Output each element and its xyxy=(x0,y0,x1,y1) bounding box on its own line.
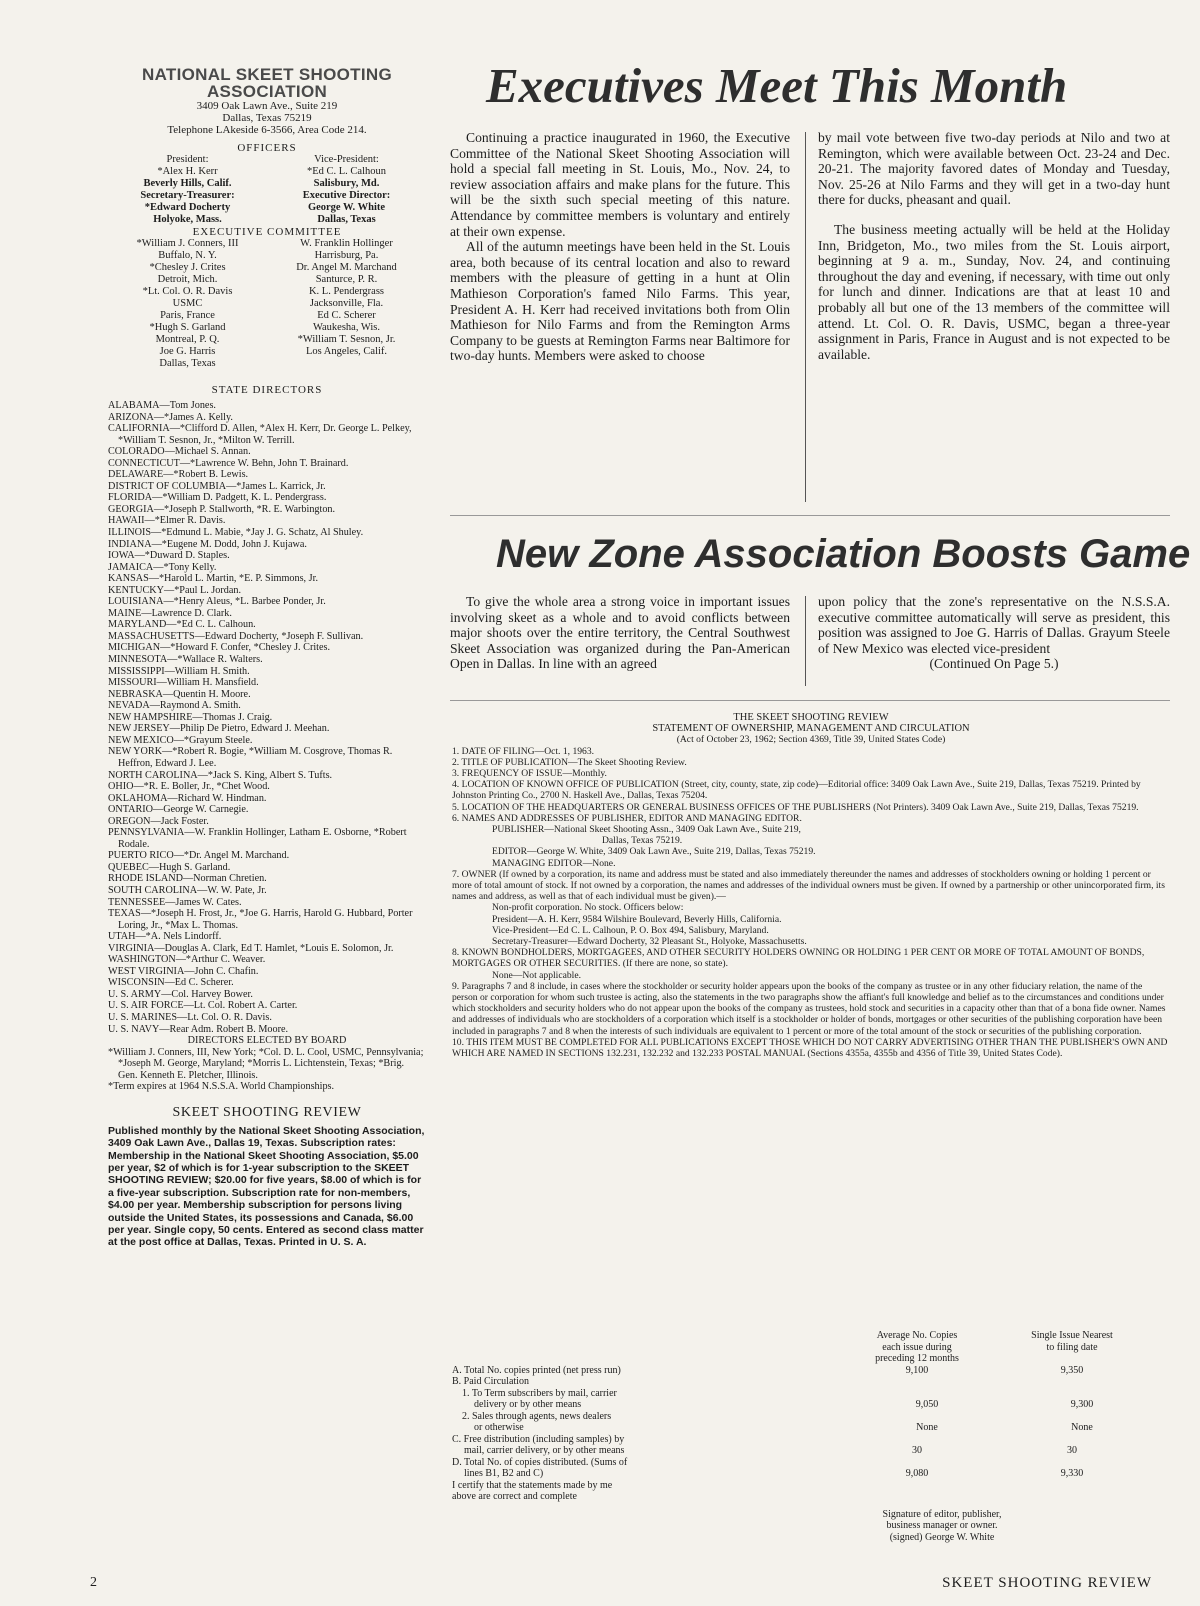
col2-header-2: to filing date xyxy=(1046,1341,1098,1353)
signature-block xyxy=(852,1509,1032,1544)
officers-heading: OFFICERS xyxy=(237,142,297,154)
list-item: WISCONSIN—Ed C. Scherer. xyxy=(108,977,234,989)
column-rule-2 xyxy=(805,596,806,686)
row-label: C. Free distribution (including samples) by xyxy=(452,1433,625,1445)
list-cell: *Ed C. L. Calhoun xyxy=(306,166,387,177)
article2-col2 xyxy=(818,594,1170,672)
section-rule-2 xyxy=(450,700,1170,701)
list-item: DISTRICT OF COLUMBIA—*James L. Karrick, Jr. xyxy=(108,480,326,492)
list-item: ALABAMA—Tom Jones. xyxy=(108,400,216,411)
continued-note: (Continued On Page 5.) xyxy=(929,656,1059,672)
article2-para2: upon policy that the zone's representative on the N.S.S.A. executive committee automatically will serve as president, this position was assigned to Joe G. Harris of Dallas. Grayum Steele of New Mexico was elected vice-president xyxy=(818,594,1170,656)
statement-none: None—Not applicable. xyxy=(492,969,581,981)
statement-heading-3: (Act of October 23, 1962; Section 4369, Title 39, United States Code) xyxy=(676,734,946,746)
list-item: ONTARIO—George W. Carnegie. xyxy=(108,804,249,816)
list-cell: Secretary-Treasurer: xyxy=(140,190,235,201)
page-number: 2 xyxy=(90,1575,97,1590)
section-rule xyxy=(450,515,1170,516)
row-label-cont: mail, carrier delivery, or by other means xyxy=(464,1445,625,1456)
row-value: 9,080 xyxy=(905,1468,929,1479)
table-row xyxy=(452,1376,1170,1388)
list-cell: Detroit, Mich. xyxy=(157,274,218,285)
table-row xyxy=(452,1365,1170,1377)
list-cell: *Hugh S. Garland xyxy=(149,322,226,333)
statement-heading-2: STATEMENT OF OWNERSHIP, MANAGEMENT AND CIRCULATION xyxy=(652,723,970,735)
statement-item-1: 1. DATE OF FILING—Oct. 1, 1963. xyxy=(452,745,595,757)
list-cell: George W. White xyxy=(307,202,386,213)
list-item: RHODE ISLAND—Norman Chretien. xyxy=(108,873,267,885)
row-label-cont: or otherwise xyxy=(474,1422,524,1433)
list-cell: USMC xyxy=(172,298,203,309)
row-value: 9,350 xyxy=(1060,1364,1084,1376)
list-item xyxy=(108,262,426,274)
list-item xyxy=(108,274,426,286)
row-value: None xyxy=(1071,1422,1093,1433)
list-item: QUEBEC—Hugh S. Garland. xyxy=(108,861,231,873)
statement-president: President—A. H. Kerr, 9584 Wilshire Boulevard, Beverly Hills, California. xyxy=(492,913,782,925)
list-cell: K. L. Pendergrass xyxy=(308,286,385,297)
list-item: COLORADO—Michael S. Annan. xyxy=(108,446,251,458)
column-rule xyxy=(805,132,806,502)
row-value: 9,330 xyxy=(1060,1468,1084,1479)
statement-item-8: 8. KNOWN BONDHOLDERS, MORTGAGEES, AND OTHER SECURITY HOLDERS OWNING OR HOLDING 1 PER CENT OR MORE OF TOTAL AMOUNT OF BONDS, MORTGAGES OR OTHER SECURITIES. (If there are none, so state). xyxy=(452,947,1145,970)
row-label: 2. Sales through agents, news dealers xyxy=(462,1410,612,1422)
list-item xyxy=(108,358,426,370)
list-cell: Executive Director: xyxy=(302,190,391,201)
list-item xyxy=(108,298,426,310)
list-item xyxy=(108,346,426,358)
list-item: OHIO—*R. E. Boller, Jr., *Chet Wood. xyxy=(108,781,270,793)
statement-editor: EDITOR—George W. White, 3409 Oak Lawn Ave., Suite 219, Dallas, Texas 75219. xyxy=(492,846,816,858)
article1-para4: The business meeting actually will be held at the Holiday Inn, Bridgeton, Mo., two miles from the St. Louis airport, beginning at 9 a. m., Sunday, Nov. 24, and continuing throughout the day and evening, if necessary, with time out only for lunch and dinner. Indications are that at least 10 and probably all but one of the 13 members of the committee will attend. Lt. Col. O. R. Davis, USMC, began a three-year assignment in Paris, France in August and is not expected to be available. xyxy=(818,221,1170,362)
list-cell: Dr. Angel M. Marchand xyxy=(296,262,397,273)
list-cell: Jacksonville, Fla. xyxy=(309,298,384,309)
list-item: PENNSYLVANIA—W. Franklin Hollinger, Latham E. Osborne, *Robert Rodale. xyxy=(108,827,407,850)
list-cell: Los Angeles, Calif. xyxy=(305,346,388,357)
statement-item-7: 7. OWNER (If owned by a corporation, its name and address must be stated and also immediately thereunder the names and addresses of stockholders owning or holding 1 percent or more of total amount of stock. If not owned by a corporation, the names and addresses of the individual owners must be given. If owned by a partnership or other unincorporated firm, its names and address, as well as that of each individual must be given).— xyxy=(452,868,1165,903)
signature-line-3: (signed) George W. White xyxy=(889,1531,995,1543)
list-item: NEVADA—Raymond A. Smith. xyxy=(108,700,241,712)
list-cell: Dallas, Texas xyxy=(159,358,216,369)
list-item: IOWA—*Duward D. Staples. xyxy=(108,550,230,562)
list-item: U. S. ARMY—Col. Harvey Bower. xyxy=(108,988,253,1000)
list-item: NORTH CAROLINA—*Jack S. King, Albert S. Tufts. xyxy=(108,769,333,781)
row-label-cont: lines B1, B2 and C) xyxy=(464,1468,544,1479)
board-directors: *William J. Conners, III, New York; *Col. D. L. Cool, USMC, Pennsylvania; *Joseph M. George, Maryland; *Morris L. Lichtenstein, Texas; *Brig. Gen. Kenneth E. Pletcher, Illinois. xyxy=(108,1046,424,1081)
assoc-name-2: ASSOCIATION xyxy=(206,82,328,101)
article1-para2: All of the autumn meetings have been held in the St. Louis area, both because of its central location and also to reward members with the pleasure of getting in a hunt at Olin Mathieson Corporation's famed Nilo Farms. This year, President A. H. Kerr had received invitations both from Olin Mathieson for Nilo Farms and from the Remington Arms Company to be guests at Remington Farms near Baltimore for two-day hunts. Members were asked to choose xyxy=(450,239,790,364)
table-row xyxy=(452,1457,1170,1480)
signature-line-2: business manager or owner. xyxy=(886,1520,998,1531)
row-value: 9,300 xyxy=(1070,1399,1094,1410)
statement-secretary: Secretary-Treasurer—Edward Docherty, 32 Pleasant St., Holyoke, Massachusetts. xyxy=(492,936,807,948)
statement-managing-editor: MANAGING EDITOR—None. xyxy=(492,857,616,869)
row-value: 9,050 xyxy=(915,1399,939,1410)
list-item: FLORIDA—*William D. Padgett, K. L. Pendergrass. xyxy=(108,492,327,504)
review-heading: SKEET SHOOTING REVIEW xyxy=(172,1104,362,1120)
list-item: KENTUCKY—*Paul L. Jordan. xyxy=(108,584,241,596)
table-row xyxy=(452,1411,1170,1434)
list-item: INDIANA—*Eugene M. Dodd, John J. Kujawa. xyxy=(108,538,307,550)
list-item: KANSAS—*Harold L. Martin, *E. P. Simmons, Jr. xyxy=(108,573,318,585)
list-cell: Waukesha, Wis. xyxy=(312,322,381,333)
row-label: D. Total No. of copies distributed. (Sums of xyxy=(452,1456,628,1468)
list-item: U. S. MARINES—Lt. Col. O. R. Davis. xyxy=(108,1011,272,1023)
statement-item-4: 4. LOCATION OF KNOWN OFFICE OF PUBLICATION (Street, city, county, state, zip code)—Editorial office: 3409 Oak Lawn Ave., Suite 219, Dallas, Texas 75219. Printed by Johnston Printing Co., 2700 N. Haskell Ave., Dallas, Texas 75204. xyxy=(452,779,1141,802)
list-item: MAINE—Lawrence D. Clark. xyxy=(108,607,232,619)
list-cell: Beverly Hills, Calif. xyxy=(143,178,232,189)
list-item: SOUTH CAROLINA—W. W. Pate, Jr. xyxy=(108,884,267,896)
list-item: MISSOURI—William H. Mansfield. xyxy=(108,677,259,689)
row-label: 1. To Term subscribers by mail, carrier xyxy=(462,1387,617,1399)
list-item: VIRGINIA—Douglas A. Clark, Ed T. Hamlet, *Louis E. Solomon, Jr. xyxy=(108,942,394,954)
list-cell: Montreal, P. Q. xyxy=(155,334,220,345)
statement-item-5: 5. LOCATION OF THE HEADQUARTERS OR GENERAL BUSINESS OFFICES OF THE PUBLISHERS (Not Printers). 3409 Oak Lawn Ave., Suite 219, Dallas, Texas 75219. xyxy=(452,801,1139,813)
list-item: DELAWARE—*Robert B. Lewis. xyxy=(108,469,249,481)
list-item xyxy=(108,178,426,190)
statement-item-10: 10. THIS ITEM MUST BE COMPLETED FOR ALL PUBLICATIONS EXCEPT THOSE WHICH DO NOT CARRY ADVERTISING OTHER THAN THE PUBLISHER'S OWN AND WHICH ARE NAMED IN SECTIONS 132.231, 132.232 and 132.233 POSTAL MANUAL (Sections 4355a, 4355b and 4356 of Title 39, United States Code). xyxy=(452,1036,1168,1060)
state-directors-list xyxy=(108,400,426,1035)
list-item: NEW HAMPSHIRE—Thomas J. Craig. xyxy=(108,711,273,723)
list-item: NEW YORK—*Robert R. Bogie, *William M. Cosgrove, Thomas R. Heffron, Edward J. Lee. xyxy=(108,746,393,769)
list-cell xyxy=(267,358,426,370)
list-item: ILLINOIS—*Edmund L. Mabie, *Jay J. G. Schatz, Al Shuley. xyxy=(108,527,364,539)
officers-list xyxy=(108,154,426,226)
list-item xyxy=(108,334,426,346)
article1-title: Executives Meet This Month xyxy=(486,58,1068,113)
list-item xyxy=(108,250,426,262)
list-cell: W. Franklin Hollinger xyxy=(300,238,393,249)
assoc-name: NATIONAL SKEET SHOOTING xyxy=(142,65,392,84)
list-item xyxy=(108,190,426,202)
list-cell: Joe G. Harris xyxy=(159,346,216,357)
list-item: WEST VIRGINIA—John C. Chafin. xyxy=(108,965,259,977)
article1-col2 xyxy=(818,130,1170,362)
statement-item-9: 9. Paragraphs 7 and 8 include, in cases where the stockholder or security holder appears upon the books of the company as trustee or in any other fiduciary relation, the name of the person or corporation for whom such trustee is acting, also the statements in the two paragraphs show the affiant's full knowledge and belief as to the circumstances and conditions under which stockholders and security holders who do not appear upon the books of the company as trustees, hold stock and securities in a capacity other than that of a bona fide owner. Names and addresses of individuals who are stockholders of a corporation which itself is a stockholder or holder of bonds, mortgages or other securities of the publishing corporation have been included in paragraphs 7 and 8 when the interests of such individuals are equivalent to 1 percent or more of the total amount of the stock or securities of the publishing corporation. xyxy=(452,980,1166,1037)
article2-col1 xyxy=(450,594,790,672)
row-value: 9,100 xyxy=(905,1364,929,1376)
row-value: 30 xyxy=(1067,1445,1077,1456)
article1-para1: Continuing a practice inaugurated in 1960, the Executive Committee of the National Skeet Shooting Association will hold a special fall meeting in St. Louis, Mo., Nov. 24, to review association affairs and make plans for the future. This will be the sixth such special meeting of this nature. Attendance by committee members is voluntary and entirely at their own expense. xyxy=(450,130,790,239)
list-item: NEW JERSEY—Philip De Pietro, Edward J. Meehan. xyxy=(108,723,330,735)
statement-publisher-city: Dallas, Texas 75219. xyxy=(602,835,683,847)
list-item: U. S. AIR FORCE—Lt. Col. Robert A. Carter. xyxy=(108,1000,298,1012)
article2-title: New Zone Association Boosts Game xyxy=(496,532,1191,576)
state-directors-heading: STATE DIRECTORS xyxy=(211,384,323,396)
col2-header: Single Issue Nearest xyxy=(1031,1330,1113,1341)
table-row xyxy=(452,1434,1170,1457)
row-label: B. Paid Circulation xyxy=(452,1376,529,1387)
assoc-address-1: 3409 Oak Lawn Ave., Suite 219 xyxy=(196,100,338,112)
list-cell: Harrisburg, Pa. xyxy=(314,250,379,261)
list-item xyxy=(108,322,426,334)
statement-item-3: 3. FREQUENCY OF ISSUE—Monthly. xyxy=(452,768,607,780)
exec-committee-list xyxy=(108,238,426,370)
row-label: A. Total No. copies printed (net press run) xyxy=(452,1364,621,1376)
magazine-name: SKEET SHOOTING REVIEW xyxy=(942,1575,1152,1591)
statement-item-6: 6. NAMES AND ADDRESSES OF PUBLISHER, EDITOR AND MANAGING EDITOR. xyxy=(452,812,802,824)
circulation-table xyxy=(452,1330,1170,1543)
assoc-address-2: Dallas, Texas 75219 xyxy=(222,112,312,124)
statement-item-2: 2. TITLE OF PUBLICATION—The Skeet Shooting Review. xyxy=(452,756,687,768)
certification-2: above are correct and complete xyxy=(452,1491,577,1502)
assoc-phone: Telephone LAkeside 6-3566, Area Code 214. xyxy=(167,124,367,136)
col1-header-3: preceding 12 months xyxy=(875,1353,959,1364)
col1-header-2: each issue during xyxy=(882,1341,952,1353)
list-item: TEXAS—*Joseph H. Frost, Jr., *Joe G. Harris, Harold G. Hubbard, Porter Loring, Jr., *Max L. Thomas. xyxy=(108,908,413,931)
statement-heading-1: THE SKEET SHOOTING REVIEW xyxy=(733,712,889,723)
list-item: MICHIGAN—*Howard F. Confer, *Chesley J. Crites. xyxy=(108,642,331,654)
list-cell: President: xyxy=(166,154,209,165)
signature-line-1: Signature of editor, publisher, xyxy=(882,1508,1002,1520)
list-item xyxy=(108,154,426,166)
article2-para1: To give the whole area a strong voice in important issues involving skeet as a whole and to avoid conflicts between major shoots over the entire territory, the Central Southwest Skeet Association was organized during the Pan-American Open in Dallas. In line with an agreed xyxy=(450,594,790,672)
list-item xyxy=(108,214,426,226)
list-item xyxy=(108,238,426,250)
article1-col1 xyxy=(450,130,790,364)
list-item: LOUISIANA—*Henry Aleus, *L. Barbee Ponder, Jr. xyxy=(108,596,326,608)
list-item xyxy=(108,202,426,214)
table-row xyxy=(452,1388,1170,1411)
row-value: 30 xyxy=(912,1445,922,1456)
list-item xyxy=(108,310,426,322)
list-cell: Dallas, Texas xyxy=(317,214,376,225)
list-cell: Buffalo, N. Y. xyxy=(158,250,217,261)
list-item: CALIFORNIA—*Clifford D. Allen, *Alex H. Kerr, Dr. George L. Pelkey, *William T. Sesnon, Jr., *Milton W. Terrill. xyxy=(108,423,412,446)
list-item: OKLAHOMA—Richard W. Hindman. xyxy=(108,792,267,804)
list-item: CONNECTICUT—*Lawrence W. Behn, John T. Brainard. xyxy=(108,457,349,469)
list-cell: Ed C. Scherer xyxy=(317,310,376,321)
statement-vice-president: Vice-President—Ed C. L. Calhoun, P. O. Box 494, Salisbury, Maryland. xyxy=(492,924,769,936)
review-publication-info: Published monthly by the National Skeet Shooting Association, 3409 Oak Lawn Ave., Dallas 19, Texas. Subscription rates: Membership in the National Skeet Shooting Association, $5.00 per year, $2 of which is for 1-year subscription to the SKEET SHOOTING REVIEW; $20.00 for five years, $8.00 of which is for a five-year subscription. Subscription rate for non-members, $4.00 per year. Membership subscription for persons living outside the United States, its possessions and Canada, $6.00 per year. Single copy, 50 cents. Entered as second class matter at the post office at Dallas, Texas. Printed in U. S. A. xyxy=(108,1124,425,1249)
list-cell: Paris, France xyxy=(160,310,215,321)
list-cell: Vice-President: xyxy=(314,154,379,165)
list-item: HAWAII—*Elmer R. Davis. xyxy=(108,515,226,527)
list-cell: *Lt. Col. O. R. Davis xyxy=(142,286,233,297)
list-cell: Santurce, P. R. xyxy=(315,274,378,285)
list-item: MARYLAND—*Ed C. L. Calhoun. xyxy=(108,619,256,631)
row-label-cont: delivery or by other means xyxy=(474,1399,582,1410)
list-item xyxy=(108,286,426,298)
list-cell: *Chesley J. Crites xyxy=(149,262,226,273)
list-item: TENNESSEE—James W. Cates. xyxy=(108,896,242,908)
certification: I certify that the statements made by me xyxy=(452,1479,613,1491)
list-item: WASHINGTON—*Arthur C. Weaver. xyxy=(108,954,266,966)
term-note: *Term expires at 1964 N.S.S.A. World Championships. xyxy=(108,1081,335,1093)
list-cell: Holyoke, Mass. xyxy=(153,214,222,225)
list-item: ARIZONA—*James A. Kelly. xyxy=(108,411,233,423)
list-item: PUERTO RICO—*Dr. Angel M. Marchand. xyxy=(108,850,290,862)
list-item: JAMAICA—*Tony Kelly. xyxy=(108,561,217,573)
list-item: MASSACHUSETTS—Edward Docherty, *Joseph F. Sullivan. xyxy=(108,630,364,642)
exec-heading: EXECUTIVE COMMITTEE xyxy=(192,226,342,238)
list-item: GEORGIA—*Joseph P. Stallworth, *R. E. Warbington. xyxy=(108,503,336,515)
list-item xyxy=(108,166,426,178)
col1-header: Average No. Copies xyxy=(876,1330,958,1341)
ownership-statement xyxy=(452,712,1170,1059)
board-heading: DIRECTORS ELECTED BY BOARD xyxy=(187,1035,347,1047)
row-value: None xyxy=(916,1422,938,1433)
statement-nonprofit: Non-profit corporation. No stock. Officers below: xyxy=(492,902,684,914)
list-cell: Salisbury, Md. xyxy=(313,178,380,189)
article1-para3: by mail vote between five two-day periods at Nilo and two at Remington, which were available between Oct. 23-24 and Dec. 20-21. The majority favored dates of Monday and Tuesday, Nov. 25-26 at Nilo Farms and they will get in a two-day hunt there for ducks, pheasant and quail. xyxy=(818,130,1170,208)
list-item: U. S. NAVY—Rear Adm. Robert B. Moore. xyxy=(108,1023,289,1035)
list-item: NEW MEXICO—*Grayum Steele. xyxy=(108,734,253,746)
list-item: MISSISSIPPI—William H. Smith. xyxy=(108,665,250,677)
masthead-column xyxy=(108,66,426,1249)
list-item: OREGON—Jack Foster. xyxy=(108,815,209,827)
statement-publisher: PUBLISHER—National Skeet Shooting Assn., 3409 Oak Lawn Ave., Suite 219, xyxy=(492,824,801,836)
list-cell: *Edward Docherty xyxy=(144,202,231,213)
list-item: NEBRASKA—Quentin H. Moore. xyxy=(108,688,251,700)
list-cell: *William T. Sesnon, Jr. xyxy=(297,334,396,345)
table-header xyxy=(452,1330,1170,1365)
list-item: MINNESOTA—*Wallace R. Walters. xyxy=(108,654,263,666)
list-cell: *William J. Conners, III xyxy=(136,238,239,249)
list-cell: *Alex H. Kerr xyxy=(157,166,218,177)
list-item: UTAH—*A. Nels Lindorff. xyxy=(108,931,222,943)
